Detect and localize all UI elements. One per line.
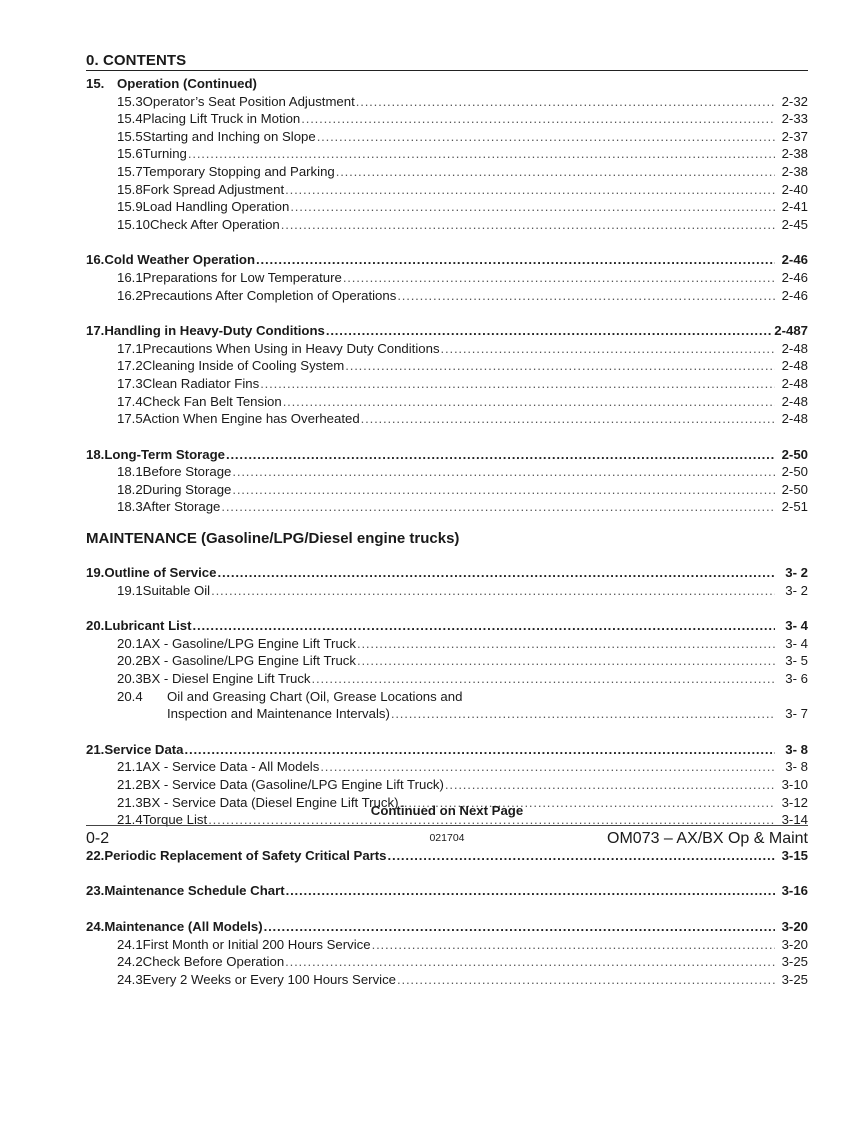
toc-page-ref: 3- 8	[785, 741, 808, 757]
toc-page-ref: 2-48	[781, 358, 808, 374]
toc-entry-number: 24.1	[117, 936, 143, 952]
dot-leader	[285, 953, 775, 971]
toc-page-ref: 3-14	[781, 812, 808, 828]
toc-page-ref: 3-25	[781, 954, 808, 970]
toc-entry-number: 15.5	[117, 128, 143, 144]
dot-leader	[256, 251, 775, 269]
dot-leader	[283, 393, 775, 411]
toc-entry[interactable]	[86, 582, 808, 600]
toc-page-ref: 2-46	[781, 287, 808, 303]
dot-leader	[193, 617, 775, 635]
footer-page-number: 0-2	[86, 830, 110, 847]
section-spacer	[86, 599, 808, 617]
toc-entry-title: Clean Radiator Fins	[142, 375, 260, 391]
toc-entry-title: Oil and Greasing Chart (Oil, Grease Locations and	[167, 688, 463, 704]
toc-entry-title: First Month or Initial 200 Hours Service	[142, 936, 371, 952]
dot-leader	[356, 93, 775, 111]
dot-leader	[185, 741, 775, 759]
toc-entry-number: 21.	[86, 741, 105, 757]
toc-page-ref: 2-50	[781, 481, 808, 497]
toc-entry-number: 15.8	[117, 181, 143, 197]
toc-page-ref: 3-15	[781, 847, 808, 863]
section-spacer	[86, 723, 808, 741]
toc-section-heading[interactable]	[86, 251, 808, 269]
dot-leader	[264, 918, 775, 936]
toc-entry-title: Inspection and Maintenance Intervals)	[167, 706, 390, 722]
toc-entry-number: 20.1	[117, 635, 143, 651]
toc-entry-title: Periodic Replacement of Safety Critical Parts	[104, 847, 387, 863]
maintenance-header: MAINTENANCE (Gasoline/LPG/Diesel engine trucks)	[86, 530, 460, 548]
dot-leader	[217, 564, 775, 582]
toc-entry-number: 15.9	[117, 199, 143, 215]
continued-note: Continued on Next Page	[370, 803, 524, 818]
toc-page-ref: 3- 4	[785, 618, 808, 634]
toc-page-ref: 2-46	[781, 252, 808, 268]
toc-entry[interactable]	[86, 393, 808, 411]
toc-entry-number: 18.1	[117, 464, 143, 480]
toc-group	[86, 322, 808, 428]
toc-entry[interactable]	[86, 953, 808, 971]
toc-entry-title: Torque List	[142, 812, 208, 828]
dot-leader	[232, 463, 775, 481]
section-spacer	[86, 900, 808, 918]
toc-entry-number: 18.3	[117, 499, 143, 515]
toc-entry-title: Check Before Operation	[142, 954, 285, 970]
toc-section-heading[interactable]	[86, 322, 808, 340]
toc-entry-number: 21.1	[117, 759, 143, 775]
dot-leader	[361, 410, 775, 428]
toc-entry-title: Long-Term Storage	[104, 446, 225, 462]
toc-page-ref: 3-10	[781, 777, 808, 792]
dot-leader	[320, 758, 775, 776]
toc-entry-title: BX - Gasoline/LPG Engine Lift Truck	[142, 653, 356, 669]
toc-entry[interactable]	[86, 269, 808, 287]
toc-page-ref: 2-48	[781, 375, 808, 391]
dot-leader	[391, 705, 775, 723]
toc-group	[86, 564, 808, 599]
toc-entry[interactable]	[86, 163, 808, 181]
toc-section-heading[interactable]	[86, 564, 808, 582]
toc-entry-title: Outline of Service	[104, 565, 217, 581]
toc-entry-number: 24.3	[117, 971, 143, 987]
dot-leader	[281, 216, 775, 234]
toc-entry-number: 17.	[86, 323, 105, 339]
toc-page-ref: 2-46	[781, 269, 808, 285]
toc-entry-title: AX - Service Data - All Models	[142, 759, 320, 775]
dot-leader	[445, 776, 775, 794]
toc-section-heading[interactable]	[86, 882, 808, 900]
contents-list-maintenance	[86, 564, 808, 988]
dot-leader	[260, 375, 775, 393]
section-spacer	[86, 864, 808, 882]
toc-page-ref: 2-41	[781, 199, 808, 215]
toc-page-ref: 2-38	[781, 146, 808, 162]
toc-entry[interactable]	[86, 145, 808, 163]
toc-entry[interactable]	[86, 287, 808, 305]
toc-entry-title: After Storage	[142, 499, 221, 515]
dot-leader	[290, 198, 775, 216]
toc-entry-number: 19.1	[117, 582, 143, 598]
toc-entry-title: Maintenance Schedule Chart	[104, 883, 285, 899]
toc-entry-title: AX - Gasoline/LPG Engine Lift Truck	[142, 635, 356, 651]
toc-entry[interactable]	[86, 971, 808, 989]
toc-entry-title: Every 2 Weeks or Every 100 Hours Service	[142, 971, 397, 987]
toc-entry-number: 20.4	[117, 688, 143, 704]
toc-section-heading[interactable]	[86, 446, 808, 464]
toc-entry[interactable]	[86, 936, 808, 954]
toc-entry[interactable]	[86, 758, 808, 776]
toc-entry-number: 17.2	[117, 358, 143, 374]
toc-entry-number: 17.1	[117, 340, 143, 356]
toc-entry-title: Starting and Inching on Slope	[142, 128, 316, 144]
toc-entry-number: 19.	[86, 565, 105, 581]
toc-entry-title: Check Fan Belt Tension	[142, 393, 282, 409]
toc-entry[interactable]	[86, 216, 808, 234]
toc-entry[interactable]	[86, 340, 808, 358]
toc-entry-title: Precautions After Completion of Operations	[142, 287, 397, 303]
toc-entry-title: Check After Operation	[150, 216, 280, 232]
toc-page-ref: 3- 5	[785, 653, 808, 669]
toc-entry[interactable]	[86, 198, 808, 216]
toc-entry-title: Temporary Stopping and Parking	[142, 163, 335, 179]
toc-page-ref: 3-20	[781, 918, 808, 934]
toc-page-ref: 3-12	[781, 794, 808, 810]
header-rule	[86, 70, 808, 71]
toc-entry-number: 18.2	[117, 481, 143, 497]
toc-page-ref: 2-32	[781, 93, 808, 109]
dot-leader	[343, 269, 775, 287]
toc-entry-number: 15.	[86, 76, 105, 91]
toc-section-heading[interactable]	[86, 918, 808, 936]
toc-page-ref: 2-48	[781, 411, 808, 427]
toc-entry-number: 24.	[86, 918, 105, 934]
dot-leader	[232, 481, 775, 499]
dot-leader	[188, 145, 775, 163]
toc-group	[86, 251, 808, 304]
toc-entry-title: Service Data	[104, 741, 184, 757]
dot-leader	[357, 652, 775, 670]
dot-leader	[221, 498, 775, 516]
toc-page-ref: 3-16	[781, 883, 808, 899]
footer-doc-title: OM073 – AX/BX Op & Maint	[607, 830, 808, 847]
toc-group	[86, 75, 808, 233]
toc-entry-title: Maintenance (All Models)	[104, 918, 263, 934]
toc-entry[interactable]	[86, 181, 808, 199]
toc-entry[interactable]	[86, 410, 808, 428]
footer-rule	[86, 825, 808, 826]
toc-entry-title: Before Storage	[142, 464, 232, 480]
toc-entry[interactable]	[86, 110, 808, 128]
toc-page-ref: 3- 2	[785, 582, 808, 598]
toc-entry-number: 17.5	[117, 411, 143, 427]
toc-entry-title: Suitable Oil	[142, 582, 211, 598]
toc-entry-number: 24.2	[117, 954, 143, 970]
toc-entry-number: 20.2	[117, 653, 143, 669]
dot-leader	[397, 971, 775, 989]
toc-group	[86, 882, 808, 900]
toc-entry-title: Cold Weather Operation	[104, 252, 256, 268]
toc-entry-title: Action When Engine has Overheated	[142, 411, 360, 427]
toc-page-ref: 3- 4	[785, 635, 808, 651]
toc-entry-number: 17.3	[117, 375, 143, 391]
toc-entry-number: 16.1	[117, 269, 143, 285]
toc-entry[interactable]	[86, 481, 808, 499]
toc-entry-title: BX - Diesel Engine Lift Truck	[142, 671, 311, 687]
dot-leader	[441, 340, 775, 358]
dot-leader	[326, 322, 773, 340]
toc-entry[interactable]	[86, 670, 808, 688]
toc-page-ref: 2-37	[781, 128, 808, 144]
toc-entry[interactable]	[86, 498, 808, 516]
toc-page-ref: 3-25	[781, 971, 808, 987]
toc-entry[interactable]	[86, 635, 808, 653]
dot-leader	[345, 357, 775, 375]
toc-page-ref: 2-48	[781, 340, 808, 356]
toc-entry[interactable]	[86, 652, 808, 670]
toc-entry-title: Turning	[142, 146, 187, 162]
toc-entry[interactable]	[86, 375, 808, 393]
toc-page-ref: 2-50	[781, 446, 808, 462]
toc-entry[interactable]	[86, 688, 808, 706]
toc-entry-title: During Storage	[142, 481, 232, 497]
toc-entry-number: 15.7	[117, 163, 143, 179]
toc-page-ref: 3- 8	[785, 759, 808, 775]
toc-entry-number: 21.2	[117, 777, 143, 792]
toc-page-ref: 2-38	[781, 163, 808, 179]
toc-group	[86, 918, 808, 988]
toc-entry-number: 15.6	[117, 146, 143, 162]
toc-group	[86, 446, 808, 516]
toc-entry-title: Preparations for Low Temperature	[142, 269, 342, 285]
toc-entry[interactable]	[86, 705, 808, 723]
toc-entry-number: 22.	[86, 847, 105, 863]
toc-entry-number: 16.2	[117, 287, 143, 303]
toc-entry-number: 23.	[86, 883, 105, 899]
toc-page-ref: 3-20	[781, 936, 808, 952]
dot-leader	[286, 882, 775, 900]
toc-entry-title: Cleaning Inside of Cooling System	[142, 358, 345, 374]
footer-doc-code: 021704	[429, 832, 465, 844]
toc-group	[86, 617, 808, 723]
toc-entry-title: BX - Service Data (Gasoline/LPG Engine Lift Truck)	[142, 777, 444, 792]
toc-entry-number: 17.4	[117, 393, 143, 409]
dot-leader	[211, 582, 775, 600]
dot-leader	[285, 181, 775, 199]
toc-entry-number: 15.3	[117, 93, 143, 109]
toc-entry-number: 21.3	[117, 794, 143, 810]
toc-page-ref: 2-45	[781, 216, 808, 232]
section-spacer	[86, 428, 808, 446]
toc-entry-number: 16.	[86, 252, 105, 268]
toc-section-heading[interactable]	[86, 75, 808, 93]
toc-entry-title: Precautions When Using in Heavy Duty Conditions	[142, 340, 440, 356]
toc-entry[interactable]	[86, 776, 808, 794]
toc-entry-title: BX - Service Data (Diesel Engine Lift Truck)	[142, 794, 399, 810]
toc-page-ref: 3- 2	[785, 565, 808, 581]
dot-leader	[317, 128, 775, 146]
toc-page-ref: 2-40	[781, 181, 808, 197]
toc-entry[interactable]	[86, 93, 808, 111]
section-spacer	[86, 233, 808, 251]
dot-leader	[372, 936, 775, 954]
dot-leader	[357, 635, 775, 653]
contents-list-operation	[86, 75, 808, 516]
toc-entry-title: Handling in Heavy-Duty Conditions	[104, 323, 325, 339]
dot-leader	[336, 163, 775, 181]
toc-entry-number: 15.10	[117, 216, 151, 232]
toc-entry-title: Fork Spread Adjustment	[142, 181, 285, 197]
toc-entry-number: 18.	[86, 446, 105, 462]
section-spacer	[86, 304, 808, 322]
toc-entry-title: Operation (Continued)	[117, 76, 257, 91]
toc-section-heading[interactable]	[86, 617, 808, 635]
page-footer	[86, 830, 808, 852]
toc-page-ref: 3- 6	[785, 671, 808, 687]
toc-entry-title: Lubricant List	[104, 618, 192, 634]
dot-leader	[397, 287, 775, 305]
toc-entry[interactable]	[86, 128, 808, 146]
toc-entry-title: Placing Lift Truck in Motion	[142, 111, 301, 127]
toc-page-ref: 3- 7	[785, 706, 808, 722]
toc-section-heading[interactable]	[86, 741, 808, 759]
toc-entry-title: Load Handling Operation	[142, 199, 290, 215]
toc-entry-number: 20.3	[117, 671, 143, 687]
toc-entry-number: 15.4	[117, 111, 143, 127]
toc-page-ref: 2-51	[781, 499, 808, 515]
toc-entry-number: 21.4	[117, 812, 143, 828]
dot-leader	[312, 670, 775, 688]
toc-entry[interactable]	[86, 463, 808, 481]
dot-leader	[226, 446, 775, 464]
toc-entry[interactable]	[86, 357, 808, 375]
toc-page-ref: 2-487	[774, 323, 808, 339]
toc-page-ref: 2-48	[781, 393, 808, 409]
toc-entry-number: 20.	[86, 618, 105, 634]
page-title: 0. CONTENTS	[86, 52, 187, 69]
dot-leader	[301, 110, 775, 128]
toc-entry-title: Operator’s Seat Position Adjustment	[142, 93, 355, 109]
toc-page-ref: 2-50	[781, 464, 808, 480]
toc-page-ref: 2-33	[781, 111, 808, 127]
